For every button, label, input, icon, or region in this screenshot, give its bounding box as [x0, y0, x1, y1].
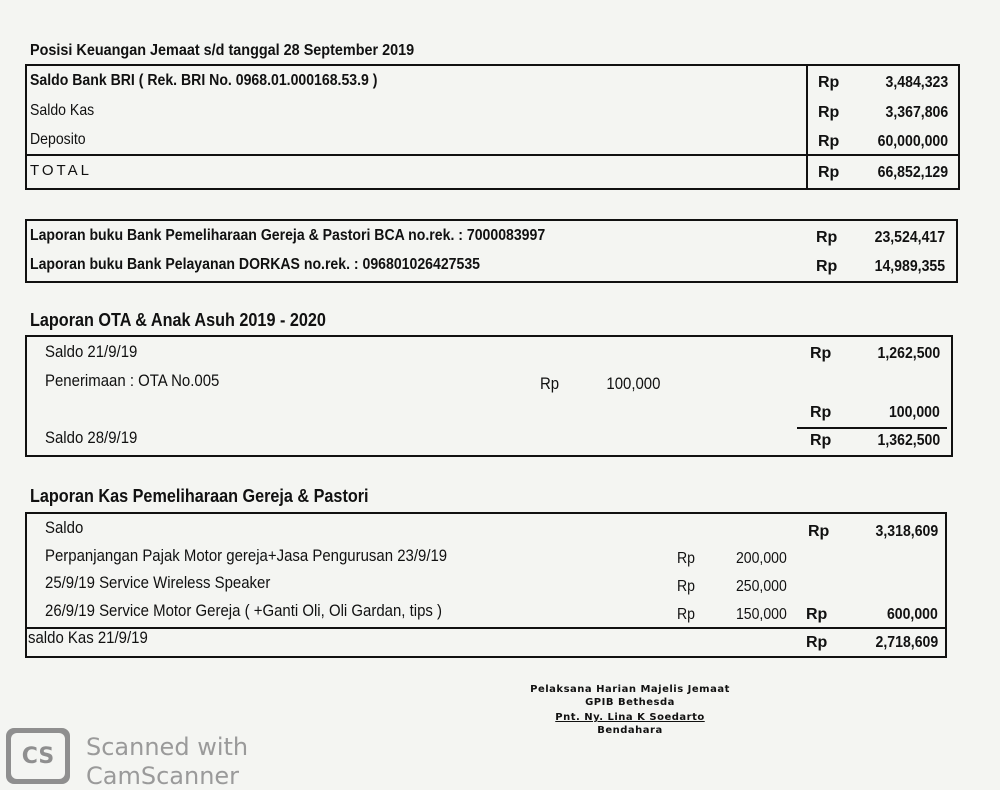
laporan-bank-bca-label: Laporan buku Bank Pemeliharaan Gereja & Pastori BCA no.rek. : 7000083997 [30, 227, 546, 244]
ota-saldo-awal-amount: 1,262,500 [877, 345, 940, 362]
ota-subtotal-amount: 100,000 [889, 404, 940, 421]
posisi-row-deposito-amount: 60,000,000 [877, 133, 948, 150]
kas-saldo-akhir-amount: 2,718,609 [875, 634, 938, 651]
currency-label: Rp [816, 258, 838, 275]
posisi-row-bri-amount: 3,484,323 [885, 74, 948, 91]
currency-label: Rp [806, 634, 828, 651]
camscanner-logo-text: CS [21, 743, 55, 769]
currency-label: Rp [810, 404, 832, 421]
currency-label: Rp [818, 133, 840, 150]
ota-penerimaan-label: Penerimaan : OTA No.005 [45, 371, 220, 390]
kas-item-pajak-amount: 200,000 [736, 550, 787, 567]
posisi-row-kas-label: Saldo Kas [30, 102, 95, 119]
ota-subtotal-line [797, 427, 947, 429]
currency-label: Rp [810, 432, 832, 449]
signature-line2: GPIB Bethesda [585, 697, 675, 708]
kas-items-total-amount: 600,000 [887, 606, 938, 623]
ota-saldo-akhir-label: Saldo 28/9/19 [45, 428, 138, 447]
laporan-bank-bca-amount: 23,524,417 [874, 229, 945, 246]
posisi-row-bri-label: Saldo Bank BRI ( Rek. BRI No. 0968.01.000168.53.9 ) [30, 72, 378, 89]
posisi-divider [806, 64, 808, 188]
document-title: Posisi Keuangan Jemaat s/d tanggal 28 September 2019 [30, 42, 415, 59]
kas-item-speaker-label: 25/9/19 Service Wireless Speaker [45, 573, 271, 592]
signature-name: Pnt. Ny. Lina K Soedarto [555, 712, 705, 723]
currency-label: Rp [816, 229, 838, 246]
posisi-total-label: TOTAL [30, 162, 92, 179]
kas-saldo-akhir-label: saldo Kas 21/9/19 [28, 628, 148, 647]
kas-total-divider [25, 627, 945, 629]
currency-label: Rp [808, 523, 830, 540]
currency-label: Rp [818, 164, 840, 181]
kas-item-motor-label: 26/9/19 Service Motor Gereja ( +Ganti Oli, Oli Gardan, tips ) [45, 601, 443, 620]
currency-label: Rp [677, 550, 695, 567]
kas-saldo-amount: 3,318,609 [875, 523, 938, 540]
watermark-line2: CamScanner [86, 762, 240, 790]
ota-penerimaan-amount: 100,000 [605, 374, 660, 393]
posisi-total-amount: 66,852,129 [877, 164, 948, 181]
kas-saldo-label: Saldo [45, 518, 84, 537]
camscanner-logo-icon [6, 728, 70, 784]
currency-label: Rp [806, 606, 828, 623]
currency-label: Rp [677, 578, 695, 595]
signature-role: Bendahara [597, 725, 663, 736]
kas-item-motor-amount: 150,000 [736, 606, 787, 623]
ota-saldo-akhir-amount: 1,362,500 [877, 432, 940, 449]
currency-label: Rp [818, 104, 840, 121]
currency-label: Rp [540, 374, 560, 393]
currency-label: Rp [810, 345, 832, 362]
signature-block [500, 684, 760, 736]
currency-label: Rp [677, 606, 695, 623]
signature-line1: Pelaksana Harian Majelis Jemaat [530, 684, 730, 695]
kas-item-speaker-amount: 250,000 [736, 578, 787, 595]
laporan-bank-dorkas-amount: 14,989,355 [874, 258, 945, 275]
laporan-bank-dorkas-label: Laporan buku Bank Pelayanan DORKAS no.rek. : 096801026427535 [30, 256, 480, 273]
posisi-row-deposito-label: Deposito [30, 131, 86, 148]
ota-saldo-awal-label: Saldo 21/9/19 [45, 342, 138, 361]
watermark-line1: Scanned with [86, 733, 249, 761]
posisi-row-kas-amount: 3,367,806 [885, 104, 948, 121]
kas-heading: Laporan Kas Pemeliharaan Gereja & Pastori [30, 486, 369, 506]
kas-item-pajak-label: Perpanjangan Pajak Motor gereja+Jasa Pengurusan 23/9/19 [45, 546, 448, 565]
posisi-total-divider [25, 154, 958, 156]
ota-heading: Laporan OTA & Anak Asuh 2019 - 2020 [30, 310, 326, 330]
currency-label: Rp [818, 74, 840, 91]
